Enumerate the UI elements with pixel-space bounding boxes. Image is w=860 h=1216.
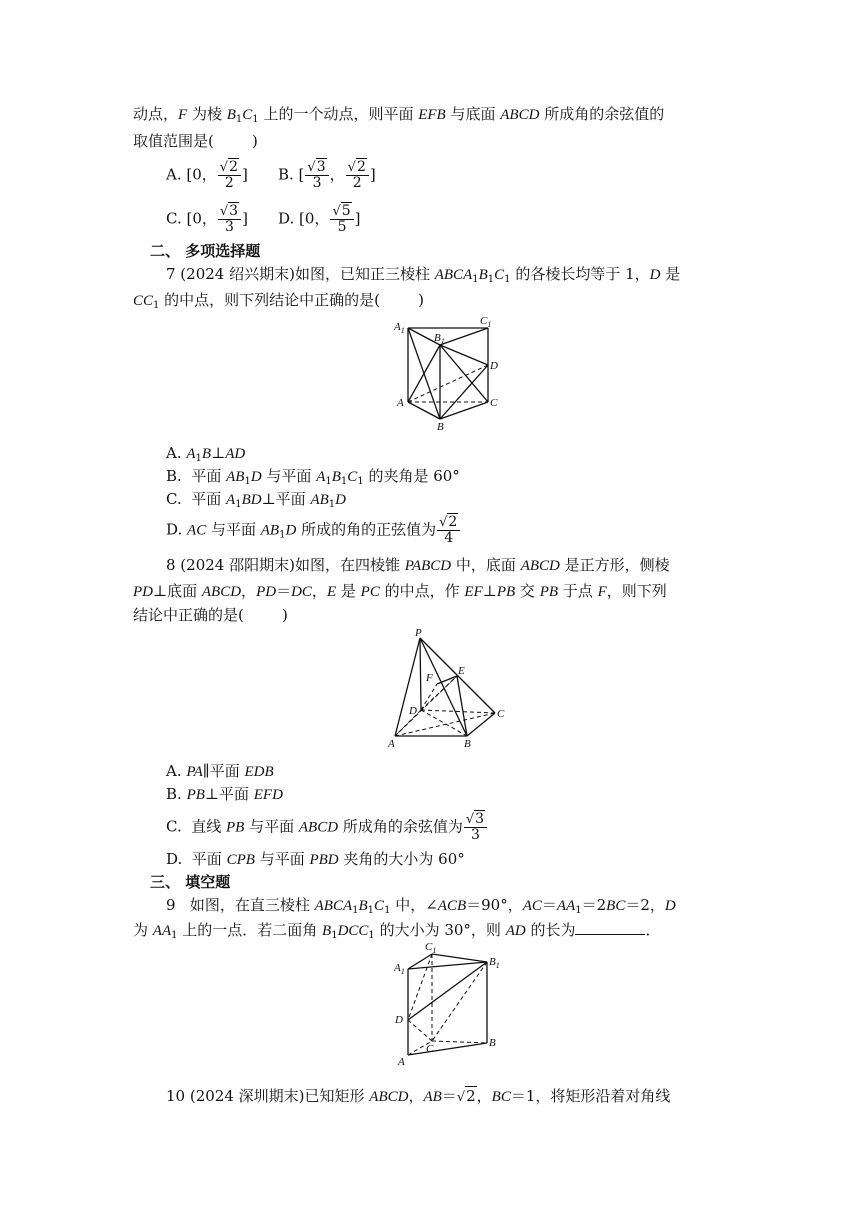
q6-option-a: A. [0， $\frac{√2}{2}$ ] bbox=[166, 159, 248, 191]
q7-label-c1: $C_1$ bbox=[480, 315, 492, 329]
q8-option-d: D. 平面 CPB 与平面 PBD 夹角的大小为 60° bbox=[166, 850, 465, 868]
q8-label-c: C bbox=[497, 708, 505, 720]
q9-label-a: A bbox=[398, 1056, 405, 1068]
q6-option-d: D. [0， $\frac{√5}{5}$ ] bbox=[278, 203, 361, 235]
q7-label-a1: $A_1$ bbox=[394, 321, 405, 335]
q7-label-a: A bbox=[397, 397, 404, 409]
q6-line-2: 取值范围是( ) bbox=[133, 132, 258, 150]
q6-line-1 bbox=[133, 103, 664, 131]
q6-option-c: C. [0， $\frac{√3}{3}$ ] bbox=[166, 203, 248, 235]
q7-label-c: C bbox=[490, 397, 498, 409]
q8-option-b: B. PB⊥平面 EFD bbox=[166, 785, 283, 803]
q9-label-b: B bbox=[489, 1037, 496, 1049]
q7-option-d: D. AC 与平面 $AB_1D$ 所成的角的正弦值为 $\frac{√2}{4}$ bbox=[166, 515, 461, 547]
q7-line-2: $CC_1$ 的中点，则下列结论中正确的是( ) bbox=[133, 291, 425, 311]
q9-label-a1: $A_1$ bbox=[394, 962, 405, 976]
q7-label-b: B bbox=[437, 421, 444, 433]
q10-line-1: 10 (2024 深圳期末)已知矩形 ABCD，AB＝√2，BC＝1，将矩形沿着对角线 bbox=[166, 1087, 671, 1105]
section-3-title: 三、 填空题 bbox=[150, 873, 231, 891]
q8-line-1: 8 (2024 邵阳期末)如图，在四棱锥 PABCD 中，底面 ABCD 是正方形，侧棱 bbox=[166, 556, 670, 574]
q8-label-d: D bbox=[409, 705, 417, 717]
q9-line-1: 9 如图，在直三棱柱 $ABCA_1B_1C_1$ 中，∠ACB＝90°，$AC=AA_1=2BC=2$，D bbox=[166, 896, 676, 916]
q9-figure bbox=[392, 938, 507, 1068]
q9-line-2: 为 $AA_1$ 上的一点．若二面角 $B_1DCC_1$ 的大小为 30°，则 AD 的长为 ． bbox=[133, 921, 661, 941]
q8-label-e: E bbox=[458, 665, 465, 677]
q7-line-1: 7 (2024 绍兴期末)如图，已知正三棱柱 $ABCA_1B_1C_1$ 的各棱长均等于 1，D 是 bbox=[166, 265, 681, 285]
q8-label-b: B bbox=[464, 738, 471, 750]
q9-answer-blank[interactable] bbox=[575, 920, 645, 935]
q6-line-1-text: 动点，F 为棱 $B_1C_1$ 上的一个动点，则平面 EFB 与底面 ABCD 所成角的余弦值的 bbox=[133, 105, 665, 125]
q7-option-c: C. 平面 $A_1BD\perp$平面 $AB_1D$ bbox=[166, 490, 346, 510]
q9-label-c: C bbox=[426, 1043, 434, 1055]
q8-line-3: 结论中正确的是( ) bbox=[133, 606, 288, 624]
q8-label-a: A bbox=[388, 738, 395, 750]
section-2-title: 二、 多项选择题 bbox=[150, 242, 261, 260]
q9-label-c1: $C_1$ bbox=[425, 941, 437, 955]
q8-figure bbox=[385, 626, 515, 751]
q9-label-d: D bbox=[395, 1014, 403, 1026]
q8-option-a: A. PA∥平面 EDB bbox=[166, 762, 274, 780]
q8-line-2: PD⊥底面 ABCD，PD＝DC，E 是 PC 的中点，作 EF⊥PB 交 PB 于点 F，则下列 bbox=[133, 582, 667, 600]
q9-label-b1: $B_1$ bbox=[489, 956, 500, 970]
q7-option-a: A. $A_1B\perp AD$ bbox=[166, 444, 246, 464]
q6-option-b: B. [ $\frac{√3}{3}$ ， $\frac{√2}{2}$ ] bbox=[278, 159, 376, 191]
q8-label-p: P bbox=[415, 627, 422, 639]
q7-option-b: B. 平面 $AB_1D$ 与平面 $A_1B_1C_1$ 的夹角是 60° bbox=[166, 467, 460, 487]
q8-label-f: F bbox=[426, 672, 433, 684]
q8-option-c: C. 直线 PB 与平面 ABCD 所成角的余弦值为 $\frac{√3}{3}$ bbox=[166, 812, 488, 843]
q7-figure bbox=[392, 312, 502, 432]
q7-label-b1: $B_1$ bbox=[434, 332, 445, 346]
q7-label-d: D bbox=[490, 360, 498, 372]
